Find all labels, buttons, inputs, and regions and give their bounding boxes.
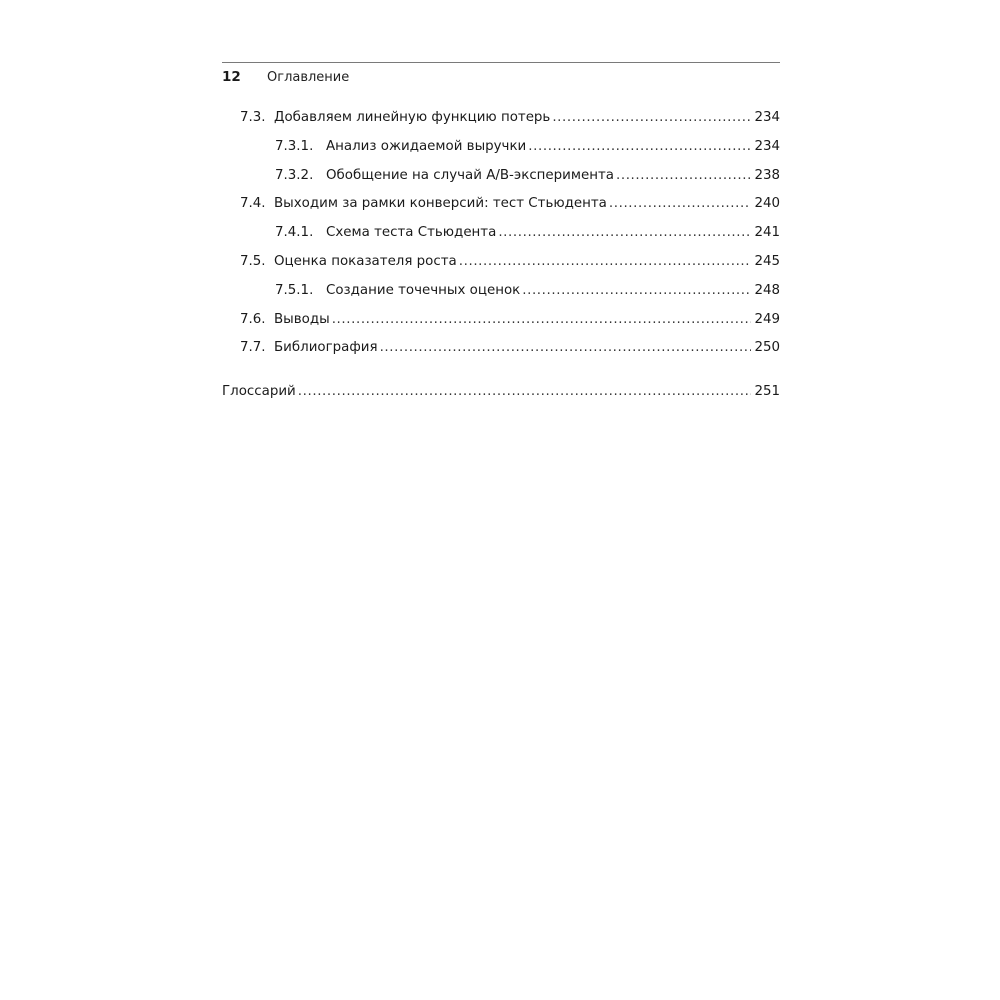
toc-entry-7-6[interactable] — [222, 312, 780, 341]
toc-entry-title: Анализ ожидаемой выручки — [326, 138, 527, 154]
toc-entry-page: 245 — [754, 253, 780, 269]
toc-entry-number: 7.5.1. — [275, 282, 314, 298]
toc-entry-7-5-1[interactable] — [222, 283, 780, 312]
dot-leader — [609, 196, 752, 211]
toc-entry-number: 7.7. — [240, 340, 266, 356]
toc-entry-page: 248 — [754, 282, 780, 298]
toc-entry-number: 7.4. — [240, 196, 266, 212]
toc-entry-title: Глоссарий — [222, 384, 296, 400]
page-header — [222, 62, 780, 91]
toc-entry-page: 241 — [754, 225, 780, 241]
dot-leader — [298, 384, 752, 399]
toc-entry-7-3[interactable] — [222, 110, 780, 139]
toc-entry-glossary[interactable] — [222, 384, 780, 413]
toc-entry-number: 7.4.1. — [275, 225, 314, 241]
toc-entry-7-4-1[interactable] — [222, 225, 780, 254]
dot-leader — [332, 312, 752, 327]
running-title: Оглавление — [267, 70, 350, 85]
toc-entry-page: 234 — [754, 138, 780, 154]
toc-entry-title: Создание точечных оценок — [326, 282, 521, 298]
toc-entry-number: 7.3.1. — [275, 138, 314, 154]
toc-entry-page: 249 — [754, 311, 780, 327]
toc-entry-title: Обобщение на случай A/B-эксперимента — [326, 167, 614, 183]
toc-entry-page: 251 — [754, 384, 780, 400]
toc-entry-page: 250 — [754, 340, 780, 356]
toc-entry-7-3-2[interactable] — [222, 168, 780, 197]
dot-leader — [616, 168, 751, 183]
toc-entry-number: 7.5. — [240, 253, 266, 269]
table-of-contents — [222, 110, 780, 413]
toc-entry-title: Библиография — [274, 340, 378, 356]
toc-entry-title: Выводы — [274, 311, 330, 327]
book-page — [222, 62, 780, 413]
toc-entry-7-7[interactable] — [222, 340, 780, 369]
toc-entry-page: 234 — [754, 110, 780, 125]
dot-leader — [380, 340, 752, 355]
toc-entry-title: Схема теста Стьюдента — [326, 225, 497, 241]
toc-entry-title: Выходим за рамки конверсий: тест Стьюдента — [274, 196, 607, 212]
toc-entry-7-5[interactable] — [222, 254, 780, 283]
dot-leader — [552, 110, 751, 125]
dot-leader — [522, 283, 751, 298]
toc-entry-title: Добавляем линейную функцию потерь — [274, 110, 551, 125]
toc-entry-number: 7.3.2. — [275, 167, 314, 183]
page-number: 12 — [222, 69, 241, 85]
toc-entry-number: 7.3. — [240, 110, 266, 125]
dot-leader — [498, 225, 751, 240]
dot-leader — [528, 139, 751, 154]
toc-entry-7-3-1[interactable] — [222, 139, 780, 168]
toc-entry-page: 240 — [754, 196, 780, 212]
dot-leader — [459, 254, 752, 269]
toc-entry-page: 238 — [754, 167, 780, 183]
toc-entry-7-4[interactable] — [222, 196, 780, 225]
toc-entry-number: 7.6. — [240, 311, 266, 327]
toc-entry-title: Оценка показателя роста — [274, 253, 457, 269]
